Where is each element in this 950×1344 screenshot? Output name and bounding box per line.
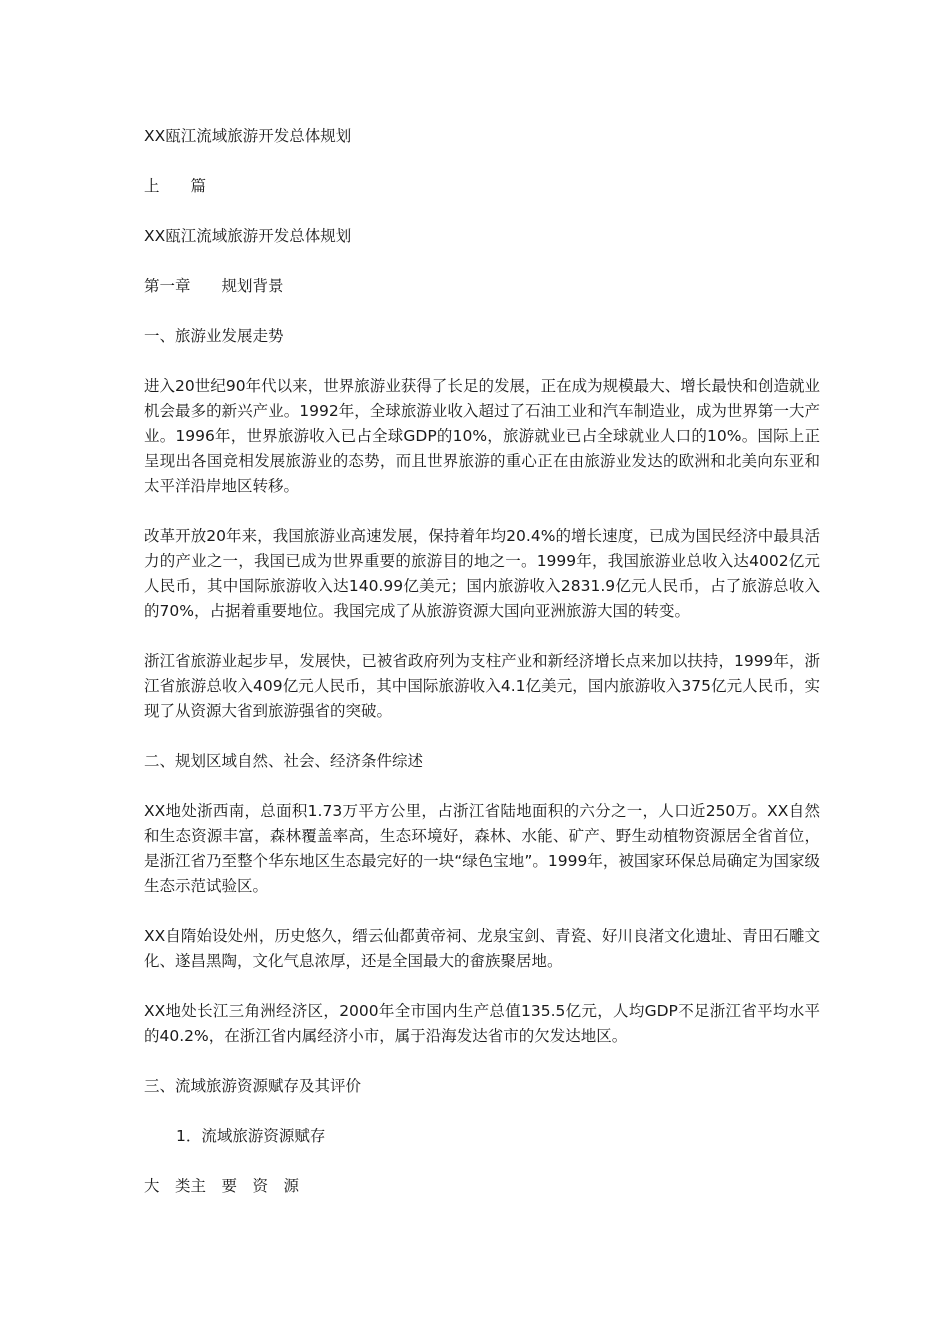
section-heading-3: 三、流域旅游资源赋存及其评价 [144,1077,362,1095]
paragraph: XX自隋始设处州，历史悠久，缙云仙都黄帝祠、龙泉宝剑、青瓷、好川良渚文化遗址、青田石雕文化、遂昌黑陶，文化气息浓厚，还是全国最大的畲族聚居地。 [144,927,820,970]
paragraph: 改革开放20年来，我国旅游业高速发展，保持着年均20.4%的增长速度，已成为国民经济中最具活力的产业之一，我国已成为世界重要的旅游目的地之一。1999年，我国旅游业总收入达4002亿元人民币，其中国际旅游收入达140.99亿美元；国内旅游收入2831.9亿元人民币，占了旅游总收入的70%，占据着重要地位。我国完成了从旅游资源大国向亚洲旅游大国的转变。 [144,527,820,620]
document-title: XX瓯江流域旅游开发总体规划 [144,127,352,145]
part-heading: 上 篇 [144,177,207,195]
table-header-row: 大 类主 要 资 源 [144,1177,300,1195]
section-heading-1: 一、旅游业发展走势 [144,327,284,345]
document-page [144,124,820,1199]
paragraph: XX地处浙西南，总面积1.73万平方公里，占浙江省陆地面积的六分之一，人口近250万。XX自然和生态资源丰富，森林覆盖率高，生态环境好，森林、水能、矿产、野生动植物资源居全省首位，是浙江省乃至整个华东地区生态最完好的一块“绿色宝地”。1999年，被国家环保总局确定为国家级生态示范试验区。 [144,802,820,895]
paragraph: 浙江省旅游业起步早，发展快，已被省政府列为支柱产业和新经济增长点来加以扶持，1999年，浙江省旅游总收入409亿元人民币，其中国际旅游收入4.1亿美元，国内旅游收入375亿元人民币，实现了从资源大省到旅游强省的突破。 [144,652,820,720]
chapter-heading: 第一章 规划背景 [144,277,284,295]
paragraph: XX地处长江三角洲经济区，2000年全市国内生产总值135.5亿元，人均GDP不足浙江省平均水平的40.2%，在浙江省内属经济小市，属于沿海发达省市的欠发达地区。 [144,1002,820,1045]
paragraph: 进入20世纪90年代以来，世界旅游业获得了长足的发展，正在成为规模最大、增长最快和创造就业机会最多的新兴产业。1992年，全球旅游业收入超过了石油工业和汽车制造业，成为世界第一大产业。1996年，世界旅游收入已占全球GDP的10%，旅游就业已占全球就业人口的10%。国际上正呈现出各国竞相发展旅游业的态势，而且世界旅游的重心正在由旅游业发达的欧洲和北美向东亚和太平洋沿岸地区转移。 [144,377,820,495]
section-heading-2: 二、规划区域自然、社会、经济条件综述 [144,752,424,770]
numbered-subheading: 1．流域旅游资源赋存 [176,1127,326,1145]
document-subtitle: XX瓯江流域旅游开发总体规划 [144,227,352,245]
